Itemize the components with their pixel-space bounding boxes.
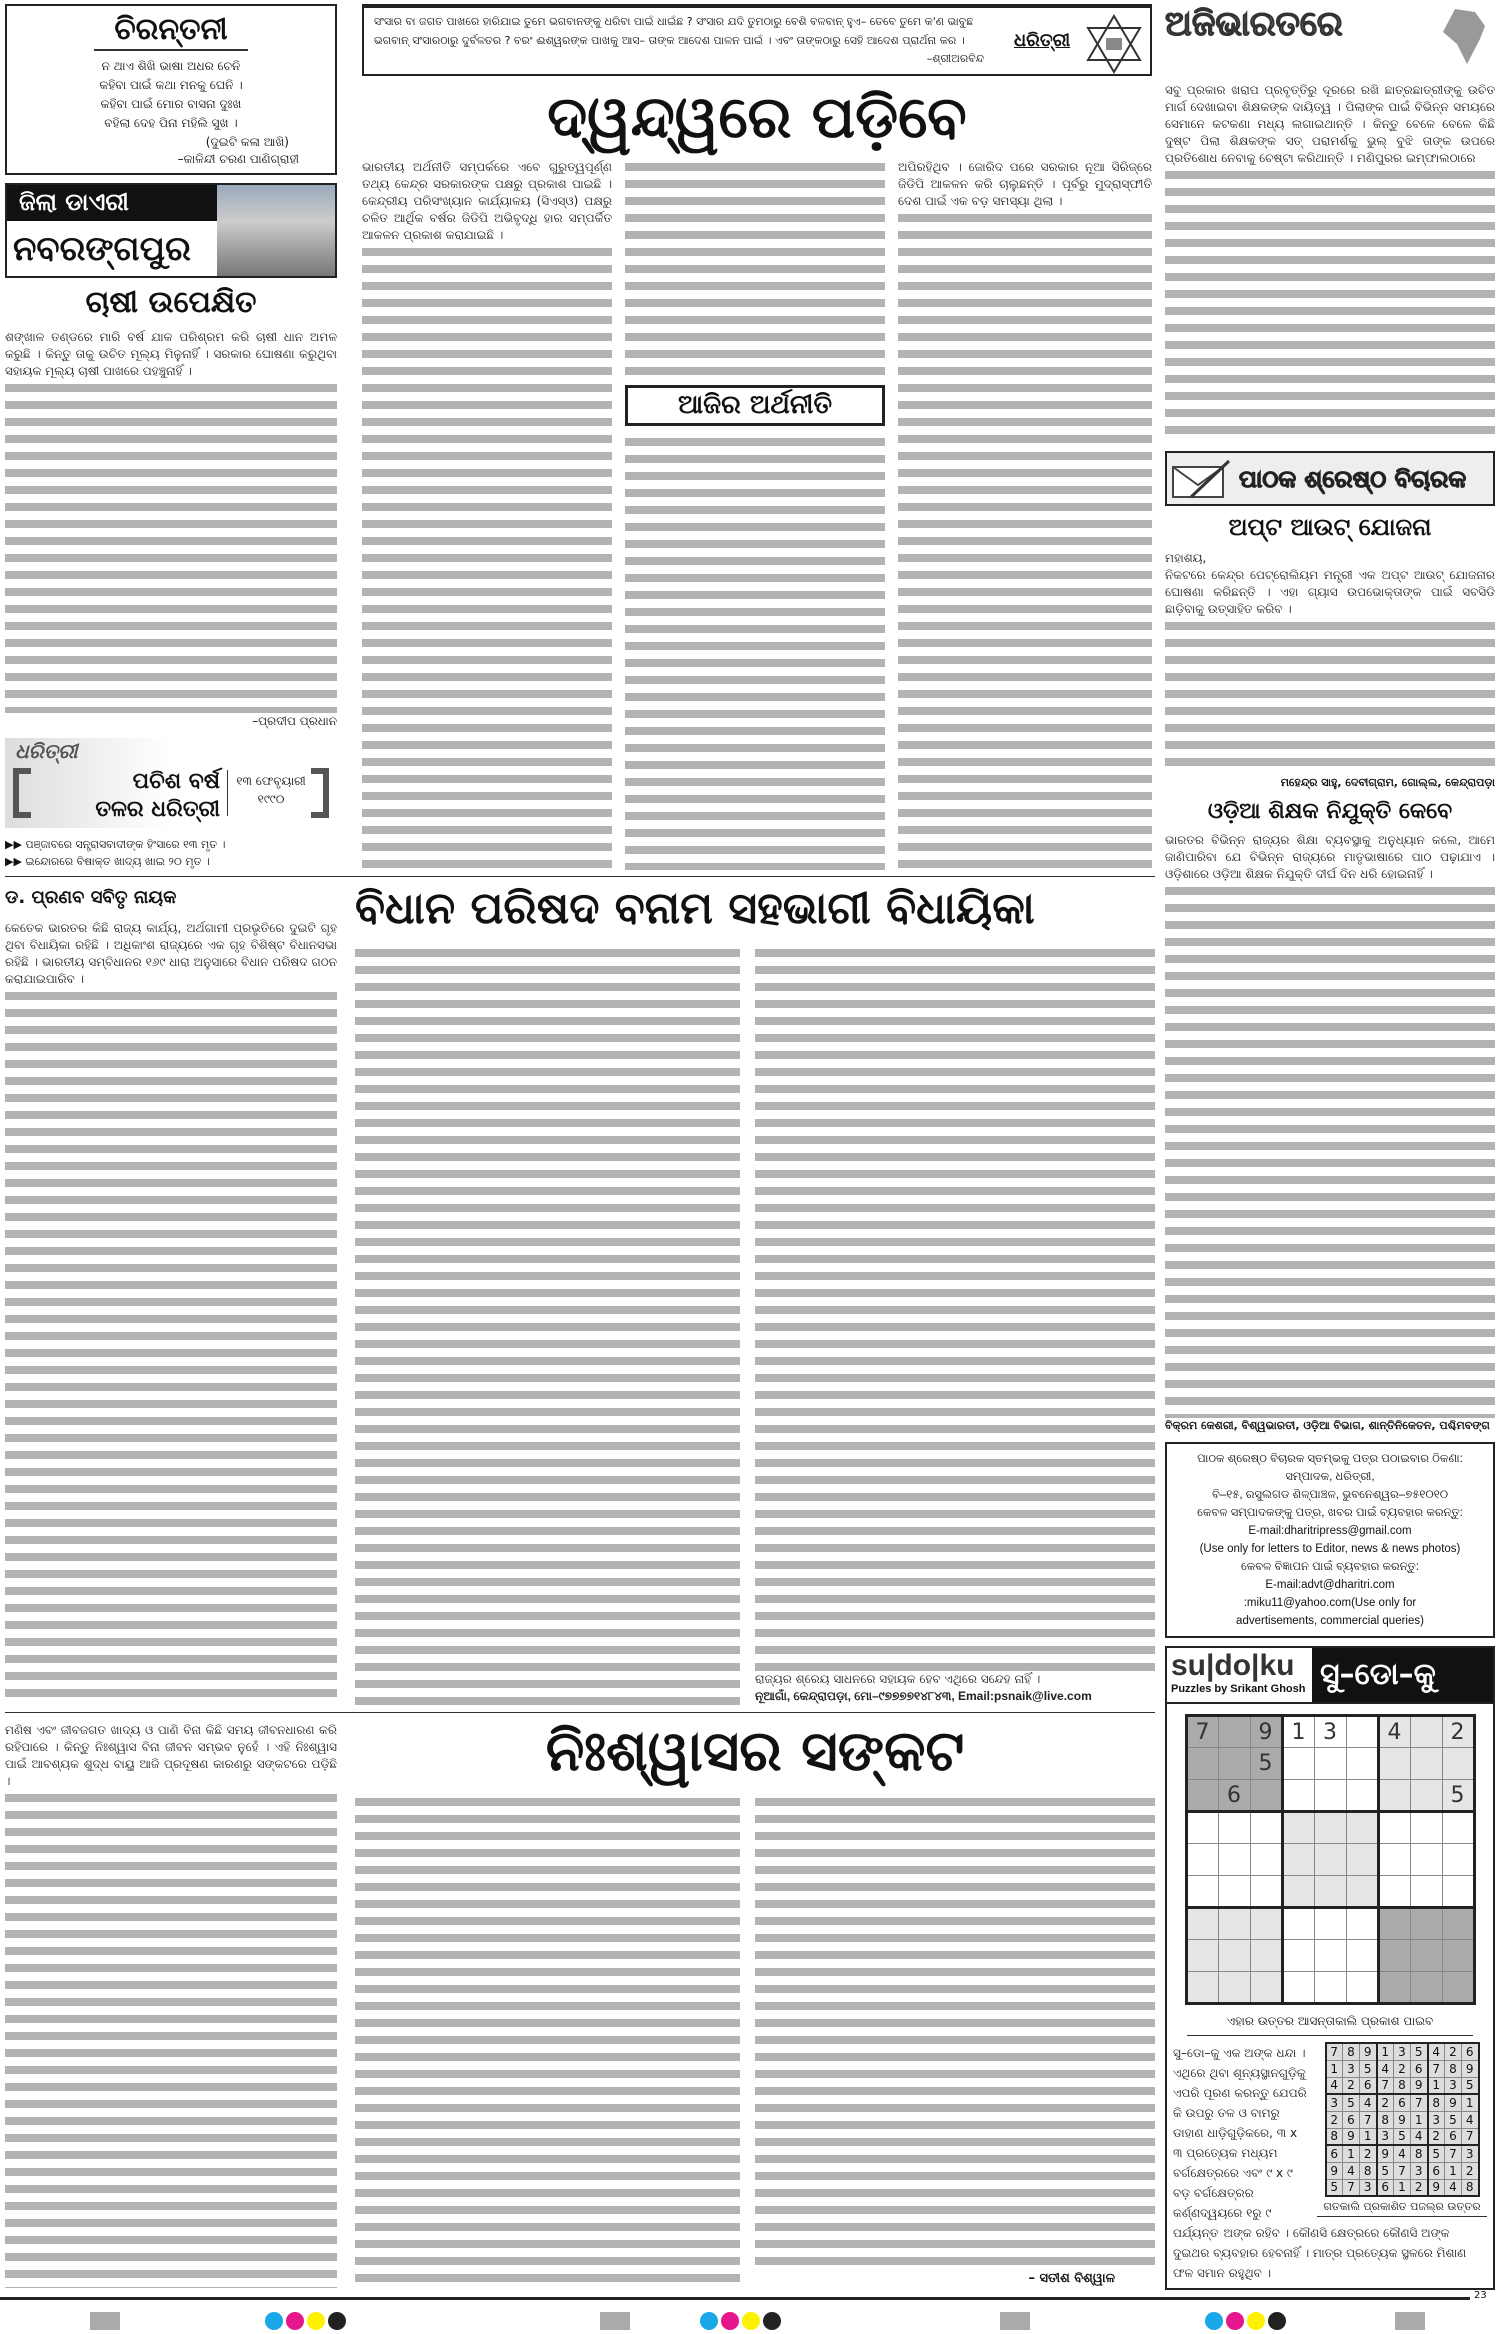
solution-cell: 1 — [1428, 2077, 1445, 2094]
sudoku-cell[interactable] — [1378, 1812, 1410, 1844]
solution-cell: 9 — [1377, 2145, 1394, 2162]
solution-cell: 8 — [1394, 2077, 1411, 2094]
editorial-col-1 — [362, 159, 612, 870]
solution-cell: 9 — [1394, 2111, 1411, 2128]
solution-cell: 4 — [1462, 2111, 1479, 2128]
solution-cell: 4 — [1411, 2128, 1428, 2145]
color-dot — [742, 2312, 760, 2330]
sudoku-cell[interactable] — [1410, 1812, 1442, 1844]
article-1-col-3 — [755, 945, 1155, 1705]
sudoku-cell[interactable] — [1346, 1748, 1378, 1780]
aajira-arthaniti-box: ଆଜିର ଅର୍ଥନୀତି — [625, 385, 885, 426]
sudoku-cell[interactable] — [1314, 1908, 1346, 1940]
sudoku-cell[interactable] — [1410, 1876, 1442, 1908]
district-body: ଶଙ୍ଖାଳ ତଣ୍ଡରେ ମାରି ବର୍ଷ ଯାକ ପରିଶ୍ରମ କରି ଚାଷୀ ଧାନ ଅମଳ କରୁଛି । କିନ୍ତୁ ତାକୁ ଉଚିତ ମୂଲ୍ୟ ମିଳୁନାହିଁ । ସରକାର ଘୋଷଣା କରୁଥିବା ସହାୟକ ମୂଲ୍ୟ ଚାଷୀ ପାଖରେ ପହଞ୍ଚୁନାହିଁ । — [5, 329, 337, 378]
solution-cell: 3 — [1428, 2111, 1445, 2128]
india-map-icon — [1435, 4, 1495, 69]
page-number: 23 — [1474, 2290, 1487, 2301]
solution-cell: 6 — [1411, 2060, 1428, 2077]
solution-cell: 5 — [1462, 2077, 1479, 2094]
color-dot — [307, 2312, 325, 2330]
solution-cell: 1 — [1394, 2179, 1411, 2196]
district-diary-banner — [5, 183, 337, 278]
solution-cell: 7 — [1394, 2162, 1411, 2179]
sudoku-cell[interactable]: 5 — [1250, 1748, 1282, 1780]
temple-photo — [217, 185, 335, 276]
ajibharatare-column — [1165, 82, 1495, 443]
district-diary-label: ଜିଲା ଡାଏରୀ — [7, 185, 217, 221]
sudoku-cell[interactable] — [1410, 1908, 1442, 1940]
solution-cell: 6 — [1360, 2077, 1377, 2094]
solution-cell: 8 — [1428, 2094, 1445, 2111]
sudoku-cell[interactable] — [1314, 1972, 1346, 2004]
sudoku-cell[interactable] — [1314, 1748, 1346, 1780]
solution-cell: 2 — [1343, 2077, 1360, 2094]
sudoku-cell[interactable] — [1186, 1972, 1218, 2004]
solution-cell: 9 — [1343, 2128, 1360, 2145]
solution-cell: 5 — [1445, 2111, 1462, 2128]
dharitri-logo: ଧରିତ୍ରୀ — [1014, 30, 1071, 51]
solution-cell: 4 — [1343, 2162, 1360, 2179]
address-line: advertisements, commercial queries) — [1236, 1615, 1424, 1628]
pathak-title: ପାଠକ ଶ୍ରେଷ୍ଠ ବିଚାରକ — [1239, 464, 1467, 493]
solution-cell: 5 — [1411, 2043, 1428, 2060]
sudoku-answer-note: ଏହାର ଉତ୍ତର ଆସନ୍ତାକାଲି ପ୍ରକାଶ ପାଇବ — [1187, 2013, 1473, 2036]
pathak-banner — [1165, 451, 1495, 506]
solution-cell: 7 — [1428, 2060, 1445, 2077]
sudoku-cell[interactable] — [1314, 1812, 1346, 1844]
solution-cell: 7 — [1343, 2179, 1360, 2196]
sudoku-cell[interactable]: 9 — [1250, 1716, 1282, 1748]
solution-cell: 8 — [1326, 2128, 1343, 2145]
ajibharatare-body: ସବୁ ପ୍ରକାର ଖରାପ ପ୍ରବୃତ୍ତିରୁ ଦୂରରେ ରଖି ଛାତ୍ରଛାତ୍ରୀଙ୍କୁ ଉଚିତ ମାର୍ଗ ଦେଖାଇବା ଶିକ୍ଷକଙ୍କ ଦାୟିତ୍ୱ । ପିଲାଙ୍କ ପାଇଁ ବିଭିନ୍ନ ସମୟରେ ସେମାନେ କଟକଣା ମଧ୍ୟ ଲଗାଇଥାନ୍ତି । କିନ୍ତୁ ବେଳେ ବେଳେ କିଛି ଦୁଷ୍ଟ ପିଲା ଶିକ୍ଷକଙ୍କ ସତ୍ ପରାମର୍ଶକୁ ଭୁଲ୍ ବୁଝି ତାଙ୍କ ଉପରେ ପ୍ରତିଶୋଧ ନେବାକୁ ଚେଷ୍ଟା କରିଥାନ୍ତି । ମଣିପୁରର ଇମ୍ଫାଲଠାରେ — [1165, 83, 1495, 165]
chirantani-box — [5, 4, 337, 175]
article-1-author: ଡ. ପ୍ରଣବ ସବିତୃ ନାୟକ — [5, 887, 177, 908]
sudoku-cell[interactable] — [1186, 1876, 1218, 1908]
solution-cell: 1 — [1445, 2162, 1462, 2179]
sudoku-cell[interactable] — [1186, 1908, 1218, 1940]
print-color-marks — [265, 2312, 349, 2334]
editorial-col-2 — [625, 159, 885, 870]
letter-2-body: ଭାରତର ବିଭିନ୍ନ ରାଜ୍ୟର ଶିକ୍ଷା ବ୍ୟବସ୍ଥାକୁ ଅନୁଧ୍ୟାନ କଲେ, ଆମେ ଜାଣିପାରିବା ଯେ ବିଭିନ୍ନ ରାଜ୍ୟରେ ମାତୃଭାଷାରେ ପାଠ ପଢ଼ାଯାଏ । ଓଡ଼ିଶାରେ ଓଡ଼ିଆ ଶିକ୍ଷକ ନିଯୁକ୍ତି ଦୀର୍ଘ ଦିନ ଧରି ହୋଇନାହିଁ । — [1165, 832, 1495, 881]
sudoku-cell[interactable]: 1 — [1282, 1716, 1314, 1748]
sudoku-cell[interactable]: 5 — [1442, 1780, 1474, 1812]
color-dot — [1205, 2312, 1223, 2330]
sudoku-cell[interactable] — [1250, 1780, 1282, 1812]
solution-cell: 9 — [1445, 2094, 1462, 2111]
solution-cell: 5 — [1360, 2060, 1377, 2077]
solution-cell: 3 — [1360, 2179, 1377, 2196]
sudoku-cell[interactable] — [1314, 1940, 1346, 1972]
solution-cell: 6 — [1394, 2094, 1411, 2111]
solution-cell: 5 — [1343, 2094, 1360, 2111]
district-name: ନବରଙ୍ଗପୁର — [13, 229, 191, 269]
article-2-col-3 — [755, 1794, 1155, 2288]
article-1-main — [355, 884, 1155, 1705]
color-dot — [265, 2312, 283, 2330]
sudoku-cell[interactable] — [1250, 1844, 1282, 1876]
sudoku-credit: Puzzles by Srikant Ghosh — [1171, 1683, 1306, 1696]
sudoku-instructions-2: ଅଙ୍କ ରହିବ । କୌଣସି କ୍ଷେତ୍ରରେ କୌଣସି ଅଙ୍କ ଦୁଇଥର ବ୍ୟବହାର ହେବନାହିଁ । ମାତ୍ର ପ୍ରତ୍ୟେକ ସ୍ଥଳରେ ମିଶାଣ ଫଳ ସମାନ ରହୁଥିବ । — [1173, 2226, 1467, 2281]
sudoku-cell[interactable] — [1410, 1844, 1442, 1876]
sudoku-cell[interactable] — [1378, 1908, 1410, 1940]
color-dot — [286, 2312, 304, 2330]
sudoku-cell[interactable] — [1186, 1940, 1218, 1972]
solution-cell: 1 — [1377, 2043, 1394, 2060]
sudoku-cell[interactable] — [1186, 1748, 1218, 1780]
sudoku-cell[interactable] — [1442, 1940, 1474, 1972]
solution-cell: 3 — [1394, 2043, 1411, 2060]
solution-cell: 6 — [1428, 2162, 1445, 2179]
sudoku-cell[interactable] — [1346, 1716, 1378, 1748]
sudoku-cell[interactable] — [1282, 1780, 1314, 1812]
solution-cell: 2 — [1428, 2128, 1445, 2145]
print-color-marks — [700, 2312, 784, 2334]
sudoku-cell[interactable] — [1378, 1844, 1410, 1876]
article-1-headline: ବିଧାନ ପରିଷଦ ବନାମ ସହଭାଗୀ ବିଧାୟିକା — [355, 883, 1035, 934]
solution-cell: 9 — [1428, 2179, 1445, 2196]
article-2-byline: – ସତୀଶ ବିଶ୍ୱାଳ — [1028, 2271, 1115, 2286]
solution-cell: 5 — [1377, 2162, 1394, 2179]
sudoku-cell[interactable] — [1346, 1844, 1378, 1876]
solution-cell: 1 — [1462, 2094, 1479, 2111]
article-2-body: ମଣିଷ ଏବଂ ଜୀବଜଗତ ଖାଦ୍ୟ ଓ ପାଣି ବିନା କିଛି ସମୟ ଜୀବନଧାରଣ କରି ରହିପାରେ । କିନ୍ତୁ ନିଃଶ୍ୱାସ ବିନା ଜୀବନ ସମ୍ଭବ ନୁହେଁ । ଏହି ନିଃଶ୍ୱାସ ପାଇଁ ଆବଶ୍ୟକ ଶୁଦ୍ଧ ବାୟୁ ଆଜି ପ୍ରଦୂଷଣ କାରଣରୁ ସଙ୍କଟରେ ପଡ଼ିଛି । — [5, 1723, 337, 1788]
article-1-closing: ରାଜ୍ୟର ଶ୍ରେୟ ସାଧନରେ ସହାୟକ ହେବ ଏଥିରେ ସନ୍ଦେହ ନାହିଁ । — [755, 1672, 1041, 1686]
poem-line: ନ ଥାଏ ଶିଖି ଭାଷା ଅଧର ଚେନି — [101, 59, 241, 73]
solution-cell: 4 — [1445, 2179, 1462, 2196]
letter-1-title: ଅପ୍ଟ ଆଉଟ୍ ଯୋଜନା — [1228, 513, 1432, 542]
solution-cell: 2 — [1394, 2060, 1411, 2077]
print-color-marks — [1205, 2312, 1289, 2334]
sudoku-cell[interactable]: 7 — [1186, 1716, 1218, 1748]
color-dot — [721, 2312, 739, 2330]
solution-cell: 6 — [1445, 2128, 1462, 2145]
poem-line: କହିବା ପାଇଁ ମୋର ବାସନା ଦୁଃଖ — [100, 97, 242, 111]
sudoku-title-or: ସୁ–ଡୋ–କୁ — [1312, 1648, 1493, 1702]
solution-cell: 2 — [1445, 2043, 1462, 2060]
sudoku-cell[interactable] — [1250, 1876, 1282, 1908]
previous-solution — [1317, 2042, 1487, 2217]
solution-cell: 2 — [1360, 2145, 1377, 2162]
solution-cell: 2 — [1462, 2162, 1479, 2179]
article-2-main — [355, 1720, 1155, 2288]
sudoku-cell[interactable] — [1314, 1780, 1346, 1812]
archive-title-2: ତଳର ଧରିତ୍ରୀ — [95, 797, 220, 822]
sudoku-cell[interactable] — [1218, 1908, 1250, 1940]
editorial-section — [362, 4, 1152, 870]
solution-cell: 4 — [1360, 2094, 1377, 2111]
sudoku-cell[interactable] — [1346, 1780, 1378, 1812]
print-gray-mark — [1000, 2312, 1030, 2330]
sudoku-cell[interactable] — [1442, 1812, 1474, 1844]
solution-cell: 1 — [1411, 2111, 1428, 2128]
solution-cell: 6 — [1462, 2043, 1479, 2060]
solution-cell: 9 — [1326, 2162, 1343, 2179]
solution-cell: 6 — [1343, 2111, 1360, 2128]
chirantani-poem — [13, 57, 329, 152]
sudoku-cell[interactable]: 4 — [1378, 1716, 1410, 1748]
address-line: ବି–୧୫, ରସୁଲଗଡ ଶିଳ୍ପାଞ୍ଚଳ, ଭୁବନେଶ୍ୱର–୭୫୧୦୧୦ — [1211, 1489, 1449, 1502]
chirantani-title: ଚିରନ୍ତନୀ — [94, 12, 247, 51]
color-dot — [700, 2312, 718, 2330]
envelope-pen-icon — [1171, 459, 1231, 499]
article-2-headline: ନିଃଶ୍ୱାସର ସଙ୍କଟ — [545, 1719, 965, 1784]
solution-cell: 8 — [1445, 2060, 1462, 2077]
sudoku-cell[interactable] — [1410, 1780, 1442, 1812]
quote-author: –ଶ୍ରୀଅରବିନ୍ଦ — [926, 52, 984, 65]
sudoku-cell[interactable]: 2 — [1442, 1716, 1474, 1748]
sudoku-cell[interactable] — [1186, 1844, 1218, 1876]
print-gray-mark — [90, 2312, 120, 2330]
solution-cell: 9 — [1360, 2043, 1377, 2060]
previous-solution-grid — [1325, 2042, 1480, 2197]
sudoku-cell[interactable] — [1410, 1972, 1442, 2004]
solution-cell: 9 — [1462, 2060, 1479, 2077]
solution-cell: 4 — [1394, 2145, 1411, 2162]
solution-cell: 2 — [1326, 2111, 1343, 2128]
solution-cell: 7 — [1326, 2043, 1343, 2060]
sudoku-cell[interactable] — [1218, 1716, 1250, 1748]
solution-cell: 4 — [1428, 2043, 1445, 2060]
sudoku-cell[interactable] — [1218, 1972, 1250, 2004]
solution-cell: 7 — [1360, 2111, 1377, 2128]
sudoku-cell[interactable] — [1410, 1940, 1442, 1972]
sudoku-cell[interactable]: 3 — [1314, 1716, 1346, 1748]
archive-bullet: ▶▶ ଇନ୍ଦୋରରେ ବିଷାକ୍ତ ଖାଦ୍ୟ ଖାଇ ୨୦ ମୃତ । — [5, 855, 210, 868]
sudoku-cell[interactable] — [1250, 1972, 1282, 2004]
sudoku-cell[interactable] — [1346, 1972, 1378, 2004]
sudoku-cell[interactable] — [1410, 1748, 1442, 1780]
editorial-columns — [362, 159, 1152, 870]
sudoku-cell[interactable] — [1282, 1844, 1314, 1876]
letter-1-body: ନିକଟରେ କେନ୍ଦ୍ର ପେଟ୍ରୋଲିୟମ ମନ୍ତ୍ରୀ ଏକ ଅପ୍ଟ ଆଉଟ୍ ଯୋଜନାର ଘୋଷଣା କରିଛନ୍ତି । ଏହା ଗ୍ୟାସ ଉପଭୋକ୍ତାଙ୍କ ପାଇଁ ସବସିଡି ଛାଡ଼ିବାକୁ ଉତ୍ସାହିତ କରିବ । — [1165, 567, 1495, 616]
previous-solution-caption: ଗତକାଲି ପ୍ରକାଶିତ ପଜଲ୍‌ର ଉତ୍ତର — [1317, 2197, 1487, 2217]
solution-cell: 1 — [1343, 2145, 1360, 2162]
sudoku-title-en: su|do|ku — [1171, 1649, 1295, 1683]
solution-cell: 8 — [1377, 2111, 1394, 2128]
solution-cell: 6 — [1326, 2145, 1343, 2162]
solution-cell: 3 — [1343, 2060, 1360, 2077]
color-dot — [763, 2312, 781, 2330]
letter-2 — [1165, 832, 1495, 1434]
district-byline: –ପ୍ରଦୀପ ପ୍ରଧାନ — [252, 714, 337, 728]
sudoku-cell[interactable] — [1378, 1940, 1410, 1972]
sudoku-cell[interactable] — [1442, 1876, 1474, 1908]
archive-logo: ଧରିତ୍ରୀ — [15, 739, 78, 763]
sudoku-instructions: ସୁ–ଡୋ–କୁ ଏକ ଅଙ୍କ ଧନ୍ଦା । ଏଥିରେ ଥିବା ଶୂନ୍ୟସ୍ଥାନଗୁଡ଼ିକୁ ଏପରି ପୂରଣ କରନ୍ତୁ ଯେପରି କି ଉପରୁ ତଳ ଓ ବାମରୁ ଡାହାଣ ଧାଡ଼ିଗୁଡ଼ିକରେ, ୩ x ୩ ପ୍ରତ୍ୟେକ ମଧ୍ୟମ ବର୍ଗକ୍ଷେତ୍ରରେ ଏବଂ ୯ x ୯ ବଡ଼ ବର୍ଗକ୍ଷେତ୍ରର କର୍ଣ୍ଣଦ୍ୱୟରେ ୧ରୁ ୯ ପର୍ଯ୍ୟନ୍ତ — [1173, 2046, 1307, 2241]
solution-cell: 5 — [1394, 2128, 1411, 2145]
editorial-body-2: ଅପିରହିଥିବ । ଜୋରିଦ ପରେ ସରକାର ନୂଆ ସିରିଜ୍‌ରେ ଜିଡିପି ଆକଳନ କରି ଚାଲୁଛନ୍ତି । ପୂର୍ବରୁ ମୁଦ୍ରାସ୍ଫୀତି ଦେଶ ପାଇଁ ଏକ ବଡ଼ ସମସ୍ୟା ଥିଲା । — [898, 159, 1152, 208]
solution-cell: 7 — [1445, 2145, 1462, 2162]
solution-cell: 7 — [1462, 2128, 1479, 2145]
solution-cell: 8 — [1462, 2179, 1479, 2196]
sudoku-cell[interactable] — [1218, 1940, 1250, 1972]
archive-date-2: ୧୯୯୦ — [257, 792, 285, 806]
editorial-col-3 — [898, 159, 1152, 870]
archive-date-1: ୧୩ ଫେବୃୟାରୀ — [236, 774, 306, 788]
sudoku-cell[interactable] — [1186, 1780, 1218, 1812]
sudoku-cell[interactable] — [1282, 1748, 1314, 1780]
print-gray-mark — [600, 2312, 630, 2330]
solution-cell: 2 — [1377, 2094, 1394, 2111]
sudoku-cell[interactable] — [1442, 1908, 1474, 1940]
sudoku-cell[interactable] — [1218, 1812, 1250, 1844]
sudoku-cell[interactable] — [1250, 1908, 1282, 1940]
quote-box — [362, 4, 1152, 76]
sudoku-cell[interactable] — [1250, 1940, 1282, 1972]
sudoku-cell[interactable] — [1378, 1748, 1410, 1780]
editorial-headline: ଦ୍ୱନ୍ଦ୍ୱରେ ପଡ଼ିବେ — [547, 83, 967, 151]
sudoku-cell[interactable] — [1314, 1844, 1346, 1876]
letter-1 — [1165, 550, 1495, 791]
solution-cell: 3 — [1445, 2077, 1462, 2094]
ajibharatare-logo: ଅଜିଭାରତରେ — [1165, 4, 1343, 44]
left-column — [5, 4, 337, 870]
color-dot — [1226, 2312, 1244, 2330]
archive-bullet: ▶▶ ପଞ୍ଜାବରେ ସନ୍ତ୍ରାସବାଦୀଙ୍କ ହିଂସାରେ ୧୩ ମୃତ । — [5, 838, 226, 851]
address-line[interactable]: E-mail:dharitripress@gmail.com — [1248, 1525, 1412, 1538]
solution-cell: 4 — [1326, 2077, 1343, 2094]
sudoku-cell[interactable] — [1346, 1876, 1378, 1908]
sudoku-cell[interactable] — [1186, 1812, 1218, 1844]
solution-cell: 3 — [1377, 2128, 1394, 2145]
address-line[interactable]: :miku11@yahoo.com(Use only for — [1243, 1597, 1417, 1610]
sudoku-cell[interactable]: 6 — [1218, 1780, 1250, 1812]
archive-banner — [5, 738, 337, 828]
solution-cell: 7 — [1411, 2094, 1428, 2111]
sudoku-cell[interactable] — [1314, 1876, 1346, 1908]
address-line[interactable]: E-mail:advt@dharitri.com — [1265, 1579, 1395, 1592]
solution-cell: 9 — [1411, 2077, 1428, 2094]
address-line: (Use only for letters to Editor, news & news photos) — [1199, 1543, 1461, 1556]
solution-cell: 5 — [1326, 2179, 1343, 2196]
sudoku-cell[interactable] — [1346, 1812, 1378, 1844]
sudoku-grid — [1185, 1714, 1476, 2005]
address-line: ସମ୍ପାଦକ, ଧରିତ୍ରୀ, — [1285, 1471, 1375, 1484]
article-1-body: କେତେକ ଭାରତର କିଛି ରାଜ୍ୟ କାର୍ଯ୍ୟ, ଅର୍ଥଗାମୀ ପ୍ରଭୃତିରେ ଦୁଇଟି ଗୃହ ଥିବା ବିଧାୟିକା ରହିଛି । ଅଧିକାଂଶ ରାଜ୍ୟରେ ଏକ ଗୃହ ବିଶିଷ୍ଟ ବିଧାନସଭା ରହିଛି । ଭାରତୀୟ ସମ୍ବିଧାନର ୧୬୯ ଧାରା ଅନୁସାରେ ବିଧାନ ପରିଷଦ ଗଠନ କରାଯାଇପାରିବ । — [5, 921, 337, 986]
sudoku-box — [1165, 1646, 1495, 2290]
letter-2-author: ବିକ୍ରମ କେଶରୀ, ବିଶ୍ୱଭାରତୀ, ଓଡ଼ିଆ ବିଭାଗ, ଶାନ୍ତିନିକେତନ, ପଶ୍ଚିମବଙ୍ଗ — [1165, 1419, 1490, 1433]
address-line: ପାଠକ ଶ୍ରେଷ୍ଠ ବିଚାରକ ସ୍ତମ୍ଭକୁ ପତ୍ର ପଠାଇବାର ଠିକଣା: — [1197, 1453, 1463, 1466]
sudoku-cell[interactable] — [1442, 1972, 1474, 2004]
color-dot — [1247, 2312, 1265, 2330]
address-line: କେବଳ ବିଜ୍ଞାପନ ପାଇଁ ବ୍ୟବହାର କରନ୍ତୁ: — [1240, 1561, 1420, 1574]
solution-cell: 8 — [1360, 2162, 1377, 2179]
letter-2-title: ଓଡ଼ିଆ ଶିକ୍ଷକ ନିଯୁକ୍ତି କେବେ — [1207, 798, 1453, 824]
solution-cell: 7 — [1377, 2077, 1394, 2094]
color-dot — [328, 2312, 346, 2330]
poem-line: (ଦୁଇଟି କଳା ଆଖି) — [205, 135, 289, 149]
solution-cell: 5 — [1428, 2145, 1445, 2162]
solution-cell: 3 — [1411, 2162, 1428, 2179]
sudoku-cell[interactable] — [1378, 1876, 1410, 1908]
sudoku-cell[interactable] — [1218, 1876, 1250, 1908]
solution-cell: 2 — [1411, 2179, 1428, 2196]
sudoku-cell[interactable] — [1282, 1940, 1314, 1972]
editorial-body: ଭାରତୀୟ ଅର୍ଥନୀତି ସମ୍ପର୍କରେ ଏବେ ଗୁରୁତ୍ୱପୂର୍ଣ୍ଣ ତଥ୍ୟ କେନ୍ଦ୍ର ସରକାରଙ୍କ ପକ୍ଷରୁ ପ୍ରକାଶ ପାଇଛି । କେନ୍ଦ୍ରୀୟ ପରିସଂଖ୍ୟାନ କାର୍ଯ୍ୟାଳୟ (ସିଏସ୍ଓ) ପକ୍ଷରୁ ଚଳିତ ଆର୍ଥିକ ବର୍ଷର ଜିଡିପି ଅଭିବୃଦ୍ଧି ହାର ସମ୍ପର୍କିତ ଆକଳନ ପ୍ରକାଶ କରାଯାଇଛି । — [362, 159, 612, 242]
address-box — [1165, 1442, 1495, 1638]
solution-cell: 3 — [1326, 2094, 1343, 2111]
letter-1-salutation: ମହାଶୟ, — [1165, 550, 1207, 565]
right-column — [1165, 4, 1495, 2290]
sudoku-cell[interactable] — [1346, 1908, 1378, 1940]
district-column — [5, 329, 337, 731]
sudoku-cell[interactable] — [1378, 1972, 1410, 2004]
sudoku-cell[interactable] — [1378, 1780, 1410, 1812]
chirantani-author: –କାଳିନ୍ଦୀ ଚରଣ ପାଣିଗ୍ରାହୀ — [177, 152, 299, 166]
sudoku-cell[interactable] — [1218, 1748, 1250, 1780]
sudoku-cell[interactable] — [1282, 1908, 1314, 1940]
article-1-col-2 — [355, 945, 740, 1705]
solution-cell: 3 — [1462, 2145, 1479, 2162]
sudoku-cell[interactable] — [1282, 1812, 1314, 1844]
poem-line: କହିବା ପାଇଁ କଥା ମନକୁ ଘେନି । — [99, 78, 243, 92]
sudoku-cell[interactable] — [1442, 1748, 1474, 1780]
solution-cell: 8 — [1411, 2145, 1428, 2162]
article-2-col-2 — [355, 1794, 740, 2288]
district-headline: ଚାଷୀ ଉପେକ୍ଷିତ — [85, 285, 257, 320]
sudoku-cell[interactable] — [1250, 1812, 1282, 1844]
print-gray-mark — [1395, 2312, 1425, 2330]
ajibharatare-header — [1165, 4, 1495, 74]
quote-text: ସଂସାର ବା ଜଗତ ପାଖରେ ହାରିଯାଇ ତୁମେ ଭଗବାନଙ୍କୁ ଧରିବା ପାଇଁ ଧାଇଁଛ ? ସଂସାର ଯଦି ତୁମଠାରୁ ବେଶି ବଳବାନ୍ ହୁଏ– ତେବେ ତୁମେ କ'ଣ ଭାବୁଛ ଭଗବାନ୍ ସଂସାରଠାରୁ ଦୁର୍ବଳତର ? ବରଂ ଈଶ୍ୱରଙ୍କ ପାଖକୁ ଆସ– ତାଙ୍କ ଆଦେଶ ପାଳନ ପାଇଁ । ଏବଂ ତାଙ୍କଠାରୁ ସେହି ଆଦେଶ ପ୍ରାର୍ଥନା କର । — [374, 15, 974, 47]
star-emblem-icon — [1086, 14, 1142, 74]
article-1-contact: ନୂଆଗାଁ, କେନ୍ଦ୍ରାପଡ଼ା, ମୋ–୯୭୭୭୭୧୪୮୪୩, Email:psnaik@live.com — [755, 1689, 1092, 1703]
address-line: କେବଳ ସମ୍ପାଦକଙ୍କୁ ପତ୍ର, ଖବର ପାଇଁ ବ୍ୟବହାର କରନ୍ତୁ: — [1197, 1507, 1463, 1520]
letter-1-author: ମହେନ୍ଦ୍ର ସାହୁ, ଦେବୀଗ୍ରାମ, ଗୋଲ୍ଲ, କେନ୍ଦ୍ରାପଡ଼ା — [1280, 775, 1495, 789]
sudoku-cell[interactable] — [1282, 1876, 1314, 1908]
solution-cell: 4 — [1377, 2060, 1394, 2077]
sudoku-cell[interactable] — [1442, 1844, 1474, 1876]
sudoku-cell[interactable] — [1282, 1972, 1314, 2004]
archive-title-1: ପଚିଶ ବର୍ଷ — [132, 769, 220, 794]
poem-line: ବହିଲା ଦେହ ପିନା ମହିଲି ସୁଖ । — [104, 116, 238, 130]
solution-cell: 8 — [1343, 2043, 1360, 2060]
article-1-col-1 — [5, 920, 337, 1705]
solution-cell: 1 — [1326, 2060, 1343, 2077]
color-dot — [1268, 2312, 1286, 2330]
sudoku-cell[interactable] — [1346, 1940, 1378, 1972]
sudoku-instructions-area — [1167, 2036, 1493, 2282]
article-2-col-1 — [5, 1722, 337, 2288]
solution-cell: 1 — [1360, 2128, 1377, 2145]
archive-bullets — [5, 836, 337, 870]
sudoku-cell[interactable] — [1218, 1844, 1250, 1876]
solution-cell: 6 — [1377, 2179, 1394, 2196]
sudoku-cell[interactable] — [1410, 1716, 1442, 1748]
